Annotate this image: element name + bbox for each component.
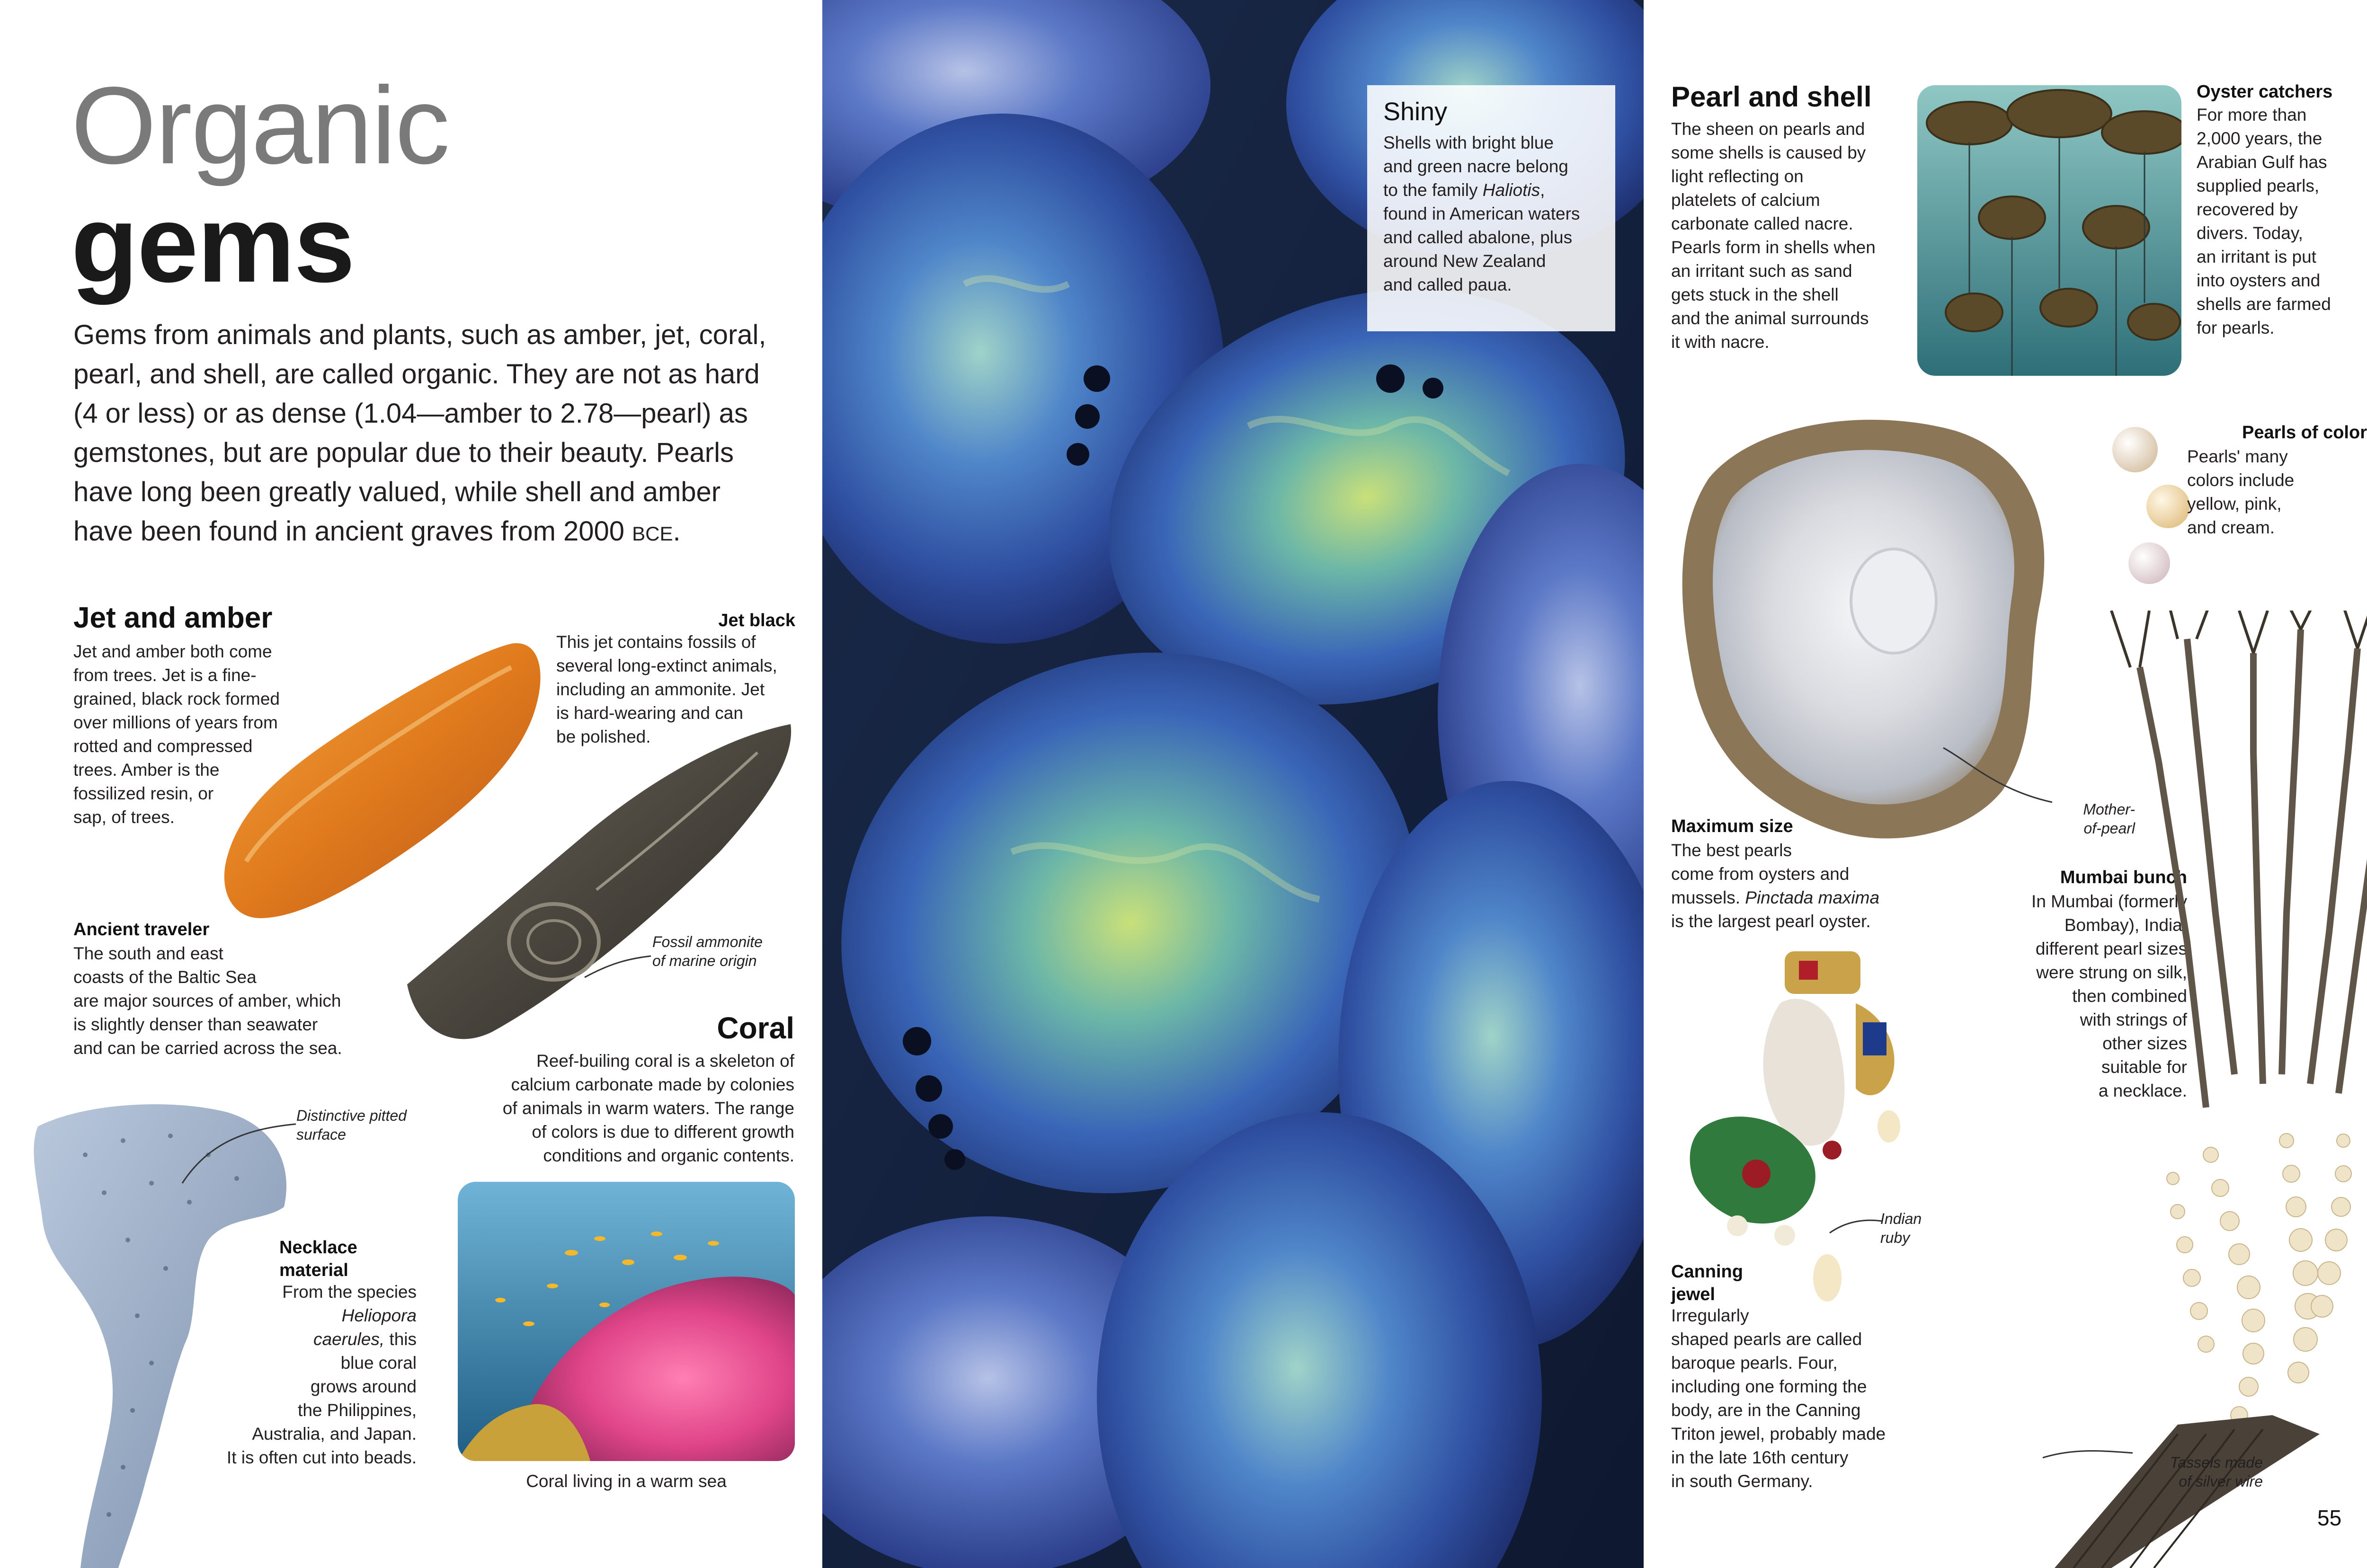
pearl-shell-heading: Pearl and shell (1671, 81, 1872, 113)
page-number: 55 (2317, 1506, 2342, 1530)
mumbai-body: In Mumbai (formerly Bombay), India, different pearl sizes were strung on silk, then combined with strings of other sizes suitable for a necklace. (2031, 892, 2187, 1100)
ruby-leader-line (1827, 1212, 1884, 1240)
coral-body: Reef-builing coral is a skeleton of calcium carbonate made by colonies of animals in warm waters. The range of colors is due to different growth conditions and organic contents. (502, 1051, 794, 1165)
page-title-bold: gems (71, 183, 355, 305)
jet-amber-body: Jet and amber both come from trees. Jet is a fine- grained, black rock formed over millions of years from rotted and compressed trees. Amber is the fossilized resin, or sap, of trees. (73, 642, 280, 827)
intro-paragraph: Gems from animals and plants, such as amber, jet, coral, pearl, and shell, are called organic. They are not as hard (4 or less) or as dense (1.04—amber to 2.78—pearl) as gemstones, but are popular due to their beauty. Pearls have long been greatly valued, while shell and amber have been found in ancient graves from 2000 BCE. (73, 319, 766, 547)
necklace-body: From the species Heliopora caerules, this blue coral grows around the Philippines, Australia, and Japan. It is often cut into beads. (226, 1282, 417, 1467)
maximum-size-body: The best pearls come from oysters and mussels. Pinctada maxima is the largest pearl oyster. (1671, 841, 1880, 931)
maximum-size-heading: Maximum size (1671, 816, 1793, 836)
shiny-heading: Shiny (1383, 97, 1448, 126)
jet-fossil-image (398, 719, 805, 1051)
pitted-leader-line (180, 1115, 298, 1186)
fossil-leader-line (582, 944, 653, 982)
jet-amber-heading: Jet and amber (73, 602, 273, 634)
oyster-farm-photo (1917, 85, 2181, 376)
pearls-color-body: Pearls' many colors include yellow, pink, and cream. (2187, 447, 2295, 537)
oyster-catchers-heading: Oyster catchers (2197, 82, 2333, 102)
ancient-traveler-body: The south and east coasts of the Baltic Sea are major sources of amber, which is slightly denser than seawater and can be carried across the sea. (73, 944, 342, 1058)
page-title-light: Organic (71, 64, 449, 187)
fossil-caption: Fossil ammonite of marine origin (652, 933, 763, 969)
oyster-catchers-body: For more than 2,000 years, the Arabian Gulf has supplied pearls, recovered by divers. Today, an irritant is put into oysters and shells are farmed for pearls. (2197, 105, 2331, 337)
ruby-caption: Indian ruby (1880, 1210, 1922, 1246)
jet-black-heading: Jet black (718, 611, 795, 630)
shiny-body: Shells with bright blue and green nacre belong to the family Haliotis, found in American waters and called abalone, plus around New Zealand and called paua. (1383, 133, 1580, 294)
pearls-color-heading: Pearls of color (2242, 423, 2367, 443)
necklace-heading: Necklace material (279, 1238, 357, 1280)
ancient-traveler-heading: Ancient traveler (73, 920, 210, 939)
coral-photo-caption: Coral living in a warm sea (526, 1471, 727, 1491)
jet-black-body: This jet contains fossils of several long-extinct animals, including an ammonite. Jet is hard-wearing and can be polished. (556, 632, 777, 746)
coral-reef-photo (458, 1182, 795, 1461)
coral-heading: Coral (717, 1011, 794, 1045)
tassels-caption: Tassels made of silver wire (2170, 1454, 2263, 1490)
mumbai-heading: Mumbai bunch (2060, 868, 2187, 887)
pearl-shell-body: The sheen on pearls and some shells is caused by light reflecting on platelets of calcium carbonate called nacre. Pearls form in shells when an irritant such as sand gets stuck in the shell and the animal surrounds it with nacre. (1671, 119, 1876, 352)
canning-heading: Canning jewel (1671, 1262, 1743, 1304)
canning-body: Irregularly shaped pearls are called baroque pearls. Four, including one forming the body, are in the Canning Triton jewel, probably made in the late 16th century in south Germany. (1671, 1306, 1886, 1491)
mother-pearl-caption: Mother- of-pearl (2083, 801, 2135, 837)
pitted-caption: Distinctive pitted surface (296, 1107, 407, 1143)
